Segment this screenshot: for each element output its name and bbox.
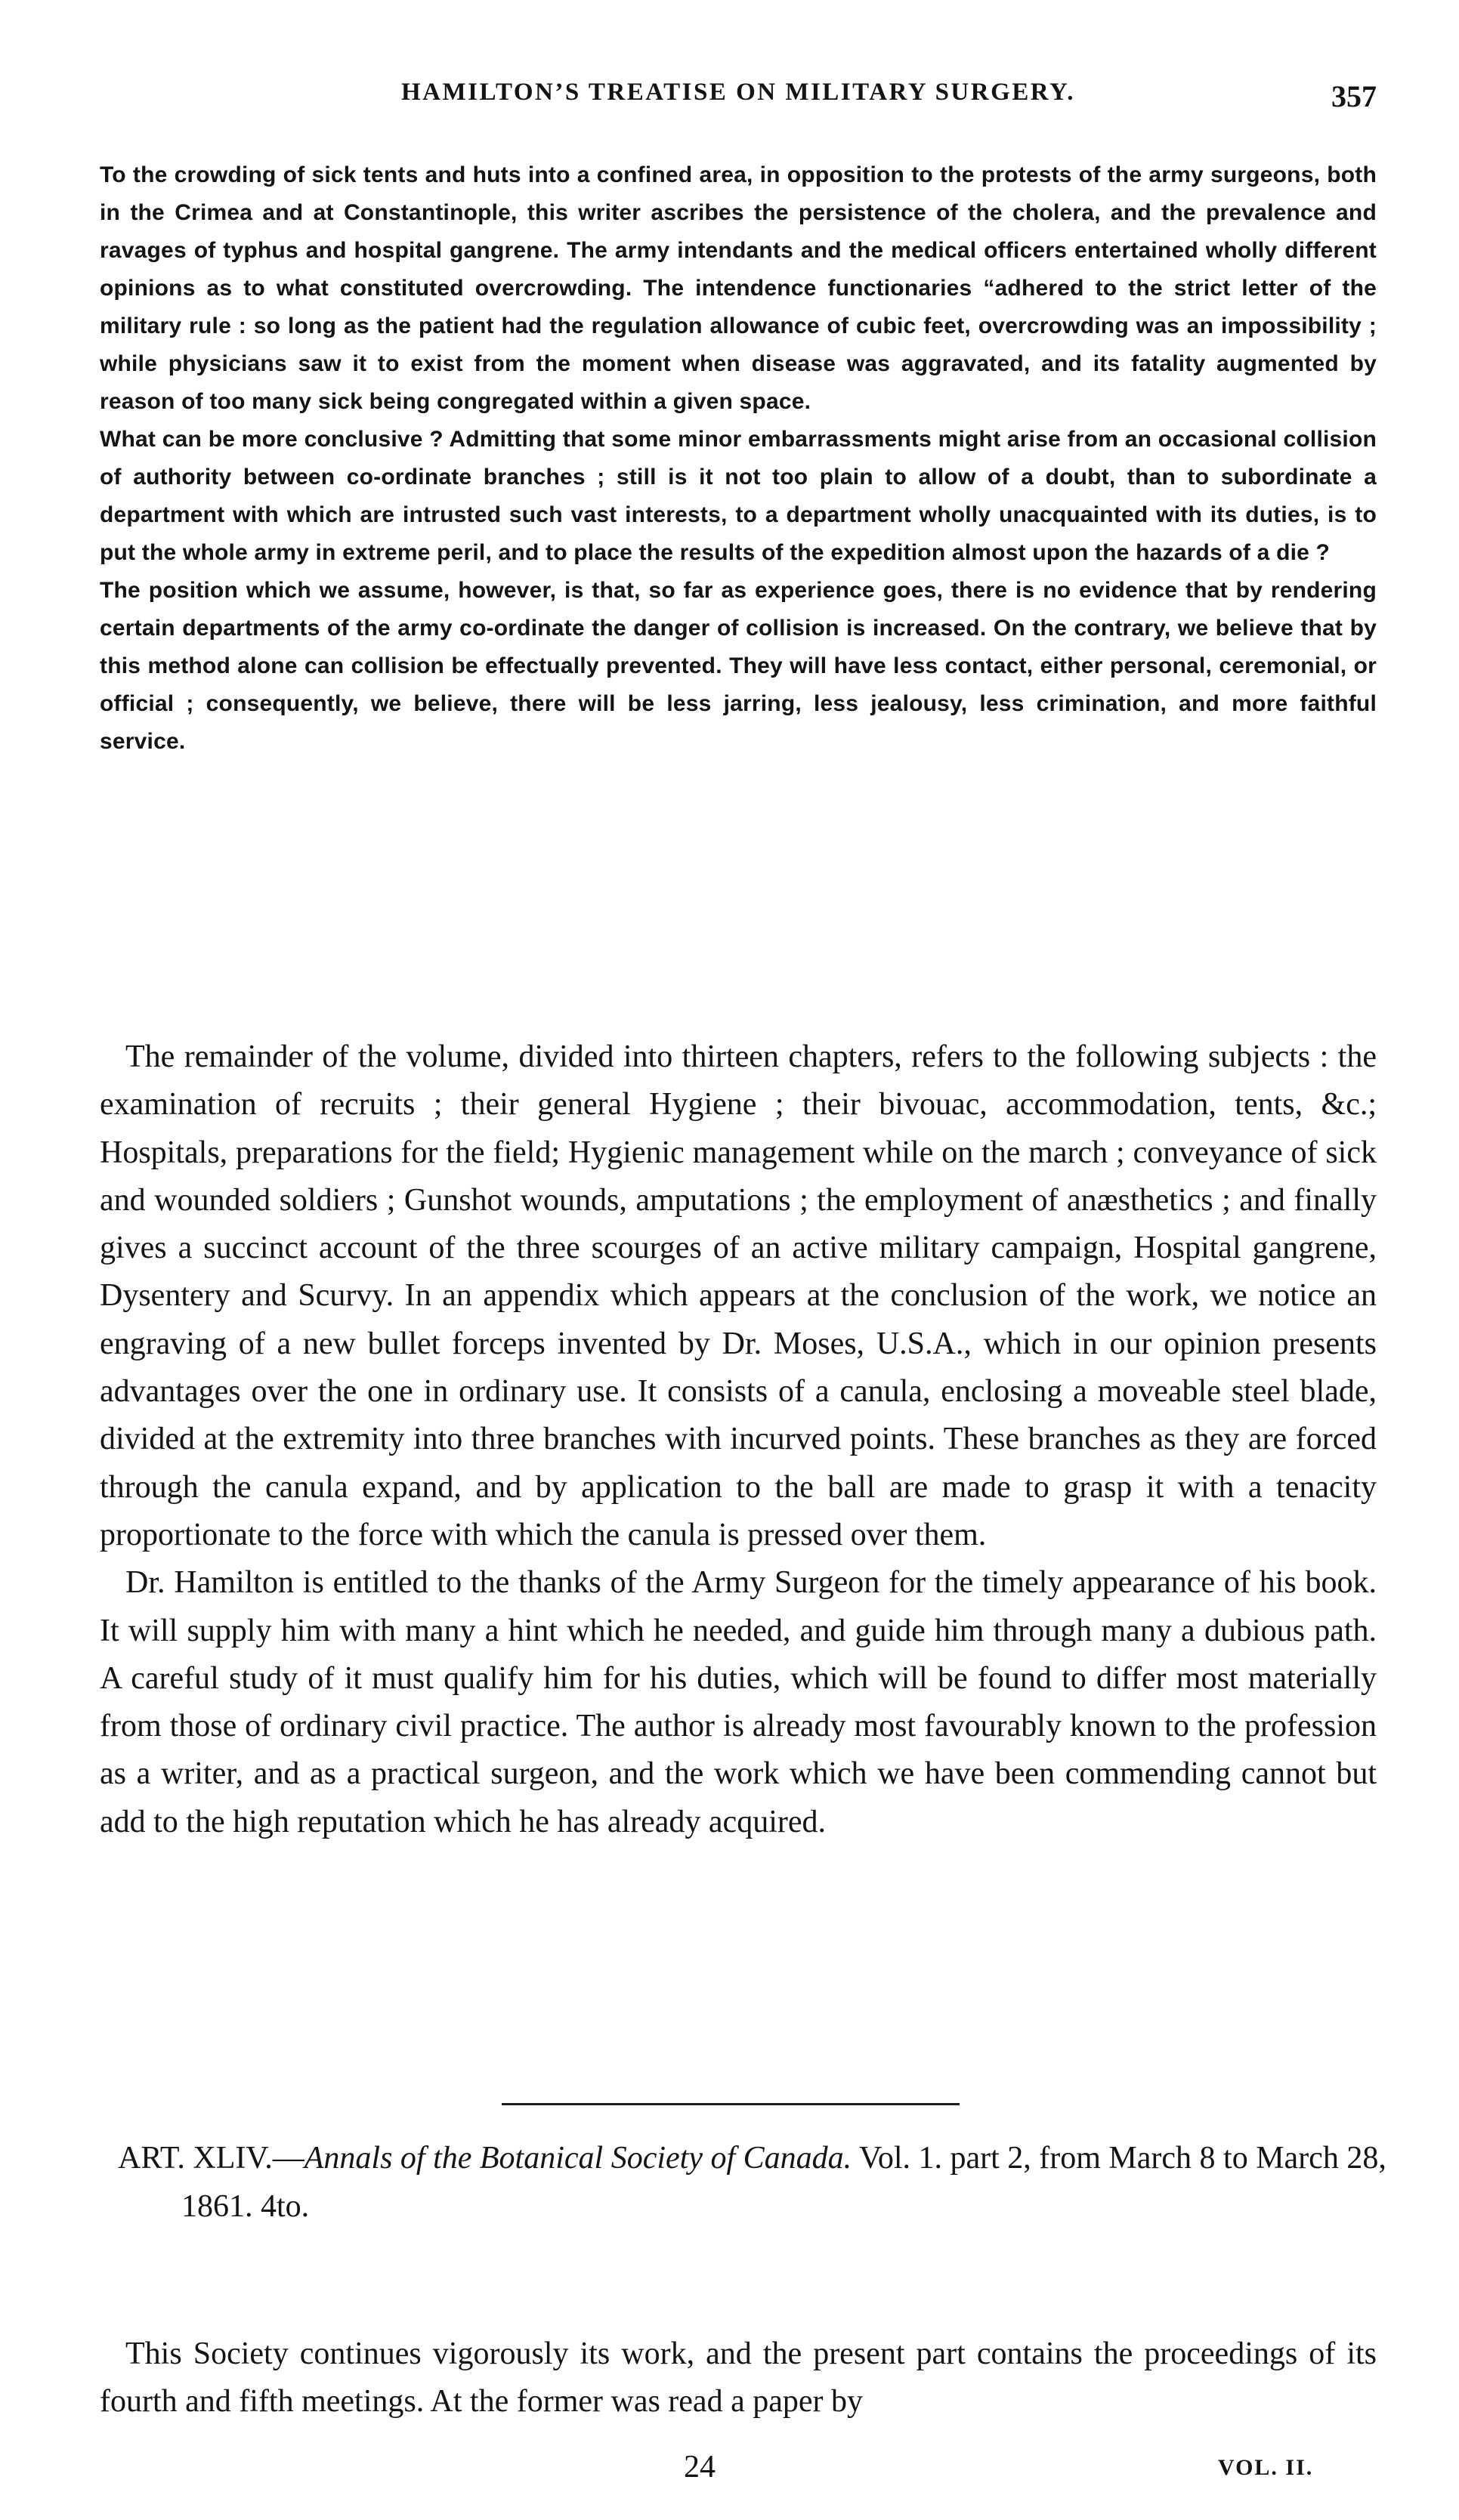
quoted-paragraph: The position which we assume, however, is that, so far as experience goes, there is no evidence that by rendering certain departments of the army co-ordinate the danger of collision is increased. On the contrary, we believe that by this method alone can collision be effectually prevented. They will have less contact, either personal, ceremonial, or official ; consequently, we believe, there will be less jarring, less jealousy, less crimination, and more faithful service. — [100, 578, 1377, 754]
article-journal-title: Annals of the Botanical Society of Canada. — [304, 2141, 852, 2176]
body-paragraph: The remainder of the volume, divided into thirteen chapters, refers to the following subjects : the examination of recruits ; their general Hygiene ; their bivouac, accommodation, tents, &c.; Hospitals, preparations for the field; Hygienic management while on the march ; conveyance of sick and wounded soldiers ; Gunshot wounds, amputations ; the employment of anæsthetics ; and finally gives a succinct account of the three scourges of an active military campaign, Hospital gangrene, Dysentery and Scurvy. In an appendix which appears at the conclusion of the work, we notice an engraving of a new bullet forceps invented by Dr. Moses, U.S.A., which in our opinion presents advantages over the one in ordinary use. It consists of a canula, enclosing a moveable steel blade, divided at the extremity into three branches with incurved points. These branches as they are forced through the canula expand, and by application to the ball are made to grasp it with a tenacity proportionate to the force with which the canula is pressed over them. — [100, 1039, 1377, 1552]
section-divider — [502, 2103, 960, 2105]
quoted-paragraph: To the crowding of sick tents and huts into a confined area, in opposition to the protests of the army surgeons, both in the Crimea and at Constantinople, this writer ascribes the persistence of the cholera, and the prevalence and ravages of typhus and hospital gangrene. The army intendants and the medical officers entertained wholly different opinions as to what constituted overcrowding. The intendence functionaries “adhered to the strict letter of the military rule : so long as the patient had the regulation allowance of cubic feet, overcrowding was an impossibility ; while physicians saw it to exist from the moment when disease was aggravated, and its fatality augmented by reason of too many sick being congregated within a given space. — [100, 162, 1377, 414]
page-footer — [0, 2449, 1459, 2494]
running-head — [100, 79, 1377, 124]
body-paragraph: Dr. Hamilton is entitled to the thanks of the Army Surgeon for the timely appearance of his book. It will supply him with many a hint which he needed, and guide him through many a dubious path. A careful study of it must qualify him for his duties, which will be found to differ most materially from those of ordinary civil practice. The author is already most favourably known to the profession as a writer, and as a practical surgeon, and the work which we have been commending cannot but add to the high reputation which he has already acquired. — [100, 1565, 1377, 1839]
article-paragraph: This Society continues vigorously its work, and the present part contains the proceedings of its fourth and fifth meetings. At the former was read a paper by — [100, 2336, 1377, 2420]
article-number: ART. XLIV.— — [118, 2141, 304, 2176]
volume-mark: VOL. II. — [1218, 2455, 1314, 2480]
page-number: 357 — [1331, 79, 1377, 113]
running-title: HAMILTON’S TREATISE ON MILITARY SURGERY. — [400, 79, 1076, 106]
quoted-paragraph: What can be more conclusive ? Admitting that some minor embarrassments might arise from an occasional collision of authority between co-ordinate branches ; still is it not too plain to allow of a doubt, than to subordinate a department with which are intrusted such vast interests, to a department wholly unacquainted with its duties, is to put the whole army in extreme peril, and to place the results of the expedition almost upon the hazards of a die ? — [100, 427, 1377, 565]
body-text — [100, 1033, 1377, 1846]
signature-mark: 24 — [684, 2450, 716, 2484]
article-heading — [118, 2134, 1440, 2231]
article-body — [100, 2330, 1377, 2426]
quoted-block — [100, 156, 1377, 761]
article-details: Vol. 1. part 2, from March 8 to March 28, 1861. 4to. — [181, 2141, 1386, 2224]
